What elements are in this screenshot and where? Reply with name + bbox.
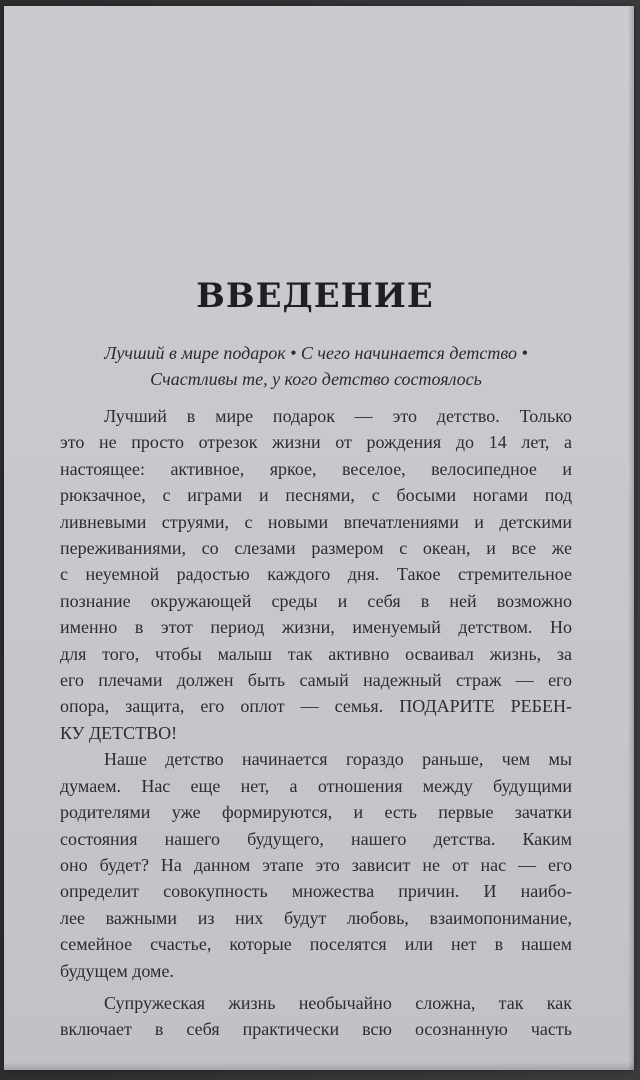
text-line: познание окружающей среды и себя в ней возможно — [60, 590, 572, 611]
text-line: опора, защита, его оплот — семья. ПОДАРИТЕ РЕБЕН- — [60, 696, 572, 717]
subtitle-line: Лучший в мире подарок • С чего начинается детство • — [104, 343, 528, 363]
text-line: включает в себя практически всю осознанную часть — [60, 1019, 572, 1040]
body-text — [60, 403, 572, 1043]
chapter-title: ВВЕДЕНИЕ — [196, 276, 434, 316]
text-line: его плечами должен быть самый надежный страж — его — [60, 670, 572, 691]
text-line: для того, чтобы малыш так активно осваивал жизнь, за — [60, 643, 572, 664]
text-line: с неуемной радостью каждого дня. Такое стремительное — [60, 564, 572, 585]
text-line: ливневыми струями, с новыми впечатлениями и детскими — [60, 511, 572, 532]
subtitle-line: Счастливы те, у кого детство состоялось — [150, 369, 482, 389]
text-line: оно будет? На данном этапе это зависит не от нас — его — [60, 854, 572, 875]
page-edge-shadow-bottom — [4, 1062, 634, 1070]
text-line: думаем. Нас еще нет, а отношения между будущими — [60, 775, 572, 796]
text-line: КУ ДЕТСТВО! — [60, 722, 178, 743]
text-line: Лучший в мире подарок — это детство. Только — [104, 406, 572, 426]
text-line: это не просто отрезок жизни от рождения до 14 лет, а — [60, 432, 572, 453]
text-line: лее важными из них будут любовь, взаимопонимание, — [60, 907, 572, 928]
text-line: рюкзачное, с играми и песнями, с босыми ногами под — [60, 485, 572, 506]
text-line: семейное счастье, которые поселятся или нет в нашем — [60, 934, 572, 955]
text-line: переживаниями, со слезами размером с океан, и все же — [60, 538, 572, 559]
text-line: Супружеская жизнь необычайно сложна, так как — [104, 992, 572, 1013]
chapter-subtitle — [56, 340, 576, 392]
page-edge-shadow-right — [628, 6, 634, 1070]
text-line: определит совокупность множества причин. И наибо- — [60, 881, 572, 902]
text-line: именно в этот период жизни, именуемый детством. Но — [60, 617, 572, 638]
book-page — [4, 6, 634, 1070]
text-line: настоящее: активное, яркое, веселое, велосипедное и — [60, 458, 572, 479]
text-line: Наше детство начинается гораздо раньше, чем мы — [104, 749, 572, 770]
text-line: состояния нашего будущего, нашего детства. Каким — [60, 828, 572, 849]
text-line: будущем доме. — [60, 960, 174, 981]
text-line: родителями уже формируются, и есть первые зачатки — [60, 802, 572, 823]
